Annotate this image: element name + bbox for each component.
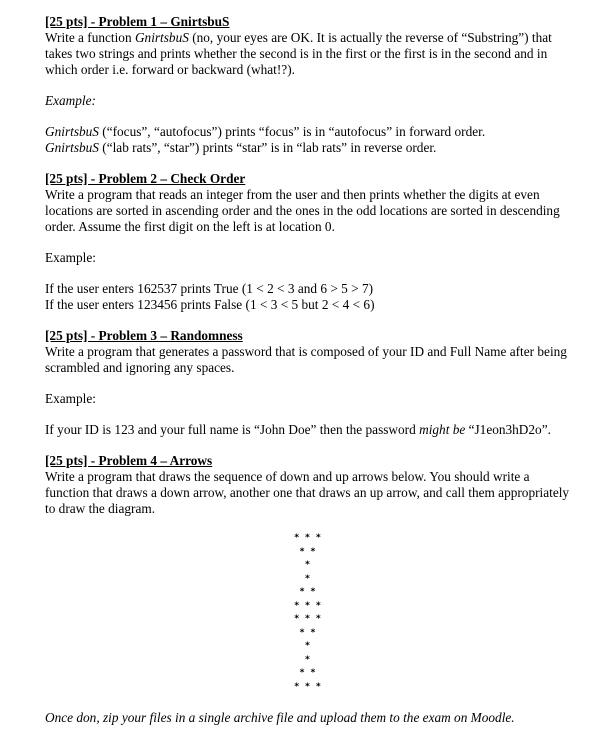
exam-page (45, 14, 570, 725)
arrow-row: * * (299, 587, 316, 597)
arrow-row: * (304, 654, 311, 665)
problem-3-body: Write a program that generates a password that is composed of your ID and Full Name after being scrambled and ignoring any spaces. (45, 344, 567, 375)
problem-1-example-label: Example: (45, 93, 96, 108)
problem-3-heading: [25 pts] - Problem 3 – Randomness (45, 328, 243, 343)
problem-4-heading: [25 pts] - Problem 4 – Arrows (45, 453, 213, 468)
problem-1-example-2: GnirtsbuS (“lab rats”, “star”) prints “star” is in “lab rats” in reverse order. (45, 140, 437, 155)
problem-3-example-label: Example: (45, 391, 96, 406)
problem-3-example: If your ID is 123 and your full name is “John Doe” then the password might be “J1eon3hD2o”. (45, 422, 551, 437)
arrow-row: * * (299, 546, 316, 557)
problem-2-example-label: Example: (45, 250, 96, 265)
problem-1-body-rest: (no, your eyes are OK. It is actually the reverse of “Substring”) that takes two strings and prints whether the second is in the first or the first is in the second and in which order i.e. forward or backward (what!?). (45, 30, 552, 77)
arrow-row: * * * (293, 681, 322, 692)
problem-2-example-2: If the user enters 123456 prints False (1 < 3 < 5 but 2 < 4 < 6) (45, 297, 375, 312)
problem-1-body (45, 30, 570, 78)
arrow-row: * * * (293, 600, 322, 611)
problem-1-function-name: GnirtsbuS (134, 30, 189, 45)
problem-2-heading: [25 pts] - Problem 2 – Check Order (45, 171, 246, 186)
arrow-row: * * (299, 668, 316, 678)
arrow-diagram (45, 532, 570, 694)
arrow-row: * * * (293, 533, 322, 543)
problem-1-heading: [25 pts] - Problem 1 – GnirtsbuS (45, 14, 230, 29)
arrow-row: * (304, 573, 311, 584)
arrow-row: * (304, 560, 311, 570)
arrow-row: * (304, 641, 311, 651)
problem-2-body: Write a program that reads an integer from the user and then prints whether the digits at even locations are sorted in ascending order and the ones in the odd locations are sorted in descending order. Assume the first digit on the left is at location 0. (45, 187, 560, 234)
problem-1-body-prefix: Write a function (45, 30, 135, 45)
problem-2-example-1: If the user enters 162537 prints True (1 < 2 < 3 and 6 > 5 > 7) (45, 281, 374, 296)
arrow-row: * * (299, 627, 316, 638)
footer-instructions: Once don, zip your files in a single archive file and upload them to the exam on Moodle. (45, 710, 515, 725)
problem-4-body: Write a program that draws the sequence of down and up arrows below. You should write a function that draws a down arrow, another one that draws an up arrow, and call them appropriately to draw the diagram. (45, 469, 570, 516)
arrow-row: * * * (293, 614, 322, 624)
problem-1-example-1: GnirtsbuS (“focus”, “autofocus”) prints “focus” is in “autofocus” in forward order. (45, 124, 486, 139)
